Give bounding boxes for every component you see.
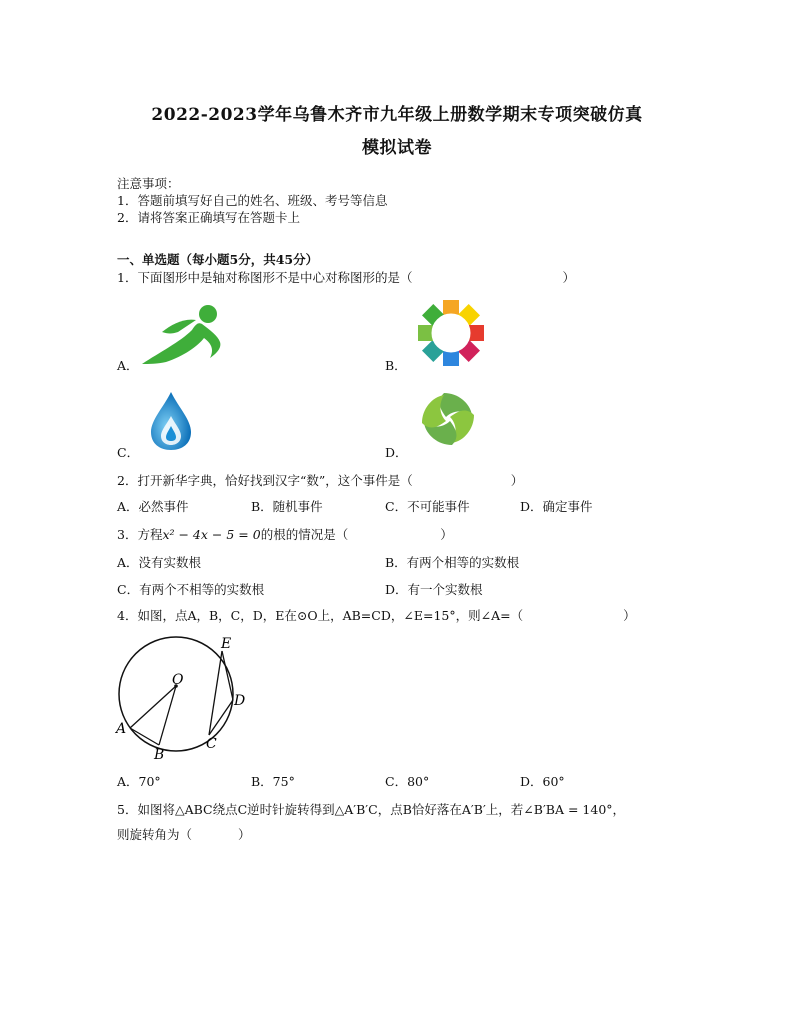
q4-option-a[interactable]: A．70° — [117, 774, 161, 789]
q1-option-c[interactable]: C． — [117, 445, 140, 460]
label-d: D — [234, 693, 246, 709]
q1-option-a[interactable]: A． — [117, 358, 139, 373]
segment-ob — [159, 686, 176, 745]
q2-option-c[interactable]: C．不可能事件 — [385, 499, 470, 514]
exam-title-line2: 模拟试卷 — [362, 138, 432, 158]
segment-oa — [130, 686, 176, 728]
notes-item-2: 2．请将答案正确填写在答题卡上 — [117, 210, 300, 225]
q5-stem-line1: 5．如图将△ABC绕点C逆时针旋转得到△A′B′C，点B恰好落在A′B′上，若∠B′BA = 140°， — [117, 802, 626, 817]
label-c: C — [206, 736, 217, 752]
q2-stem-text: 2．打开新华字典，恰好找到汉字“数”，这个事件是（ — [117, 473, 413, 488]
q3-option-d[interactable]: D．有一个实数根 — [385, 582, 483, 597]
q2-option-a[interactable]: A．必然事件 — [117, 499, 189, 514]
q1-stem — [117, 270, 575, 286]
q2-close-paren: ） — [510, 473, 524, 488]
q3-option-c[interactable]: C．有两个不相等的实数根 — [117, 582, 265, 597]
label-e: E — [221, 636, 232, 652]
exam-title-line1: 2022-2023学年乌鲁木齐市九年级上册数学期末专项突破仿真 — [151, 105, 643, 125]
q3-prefix: 3．方程 — [117, 527, 163, 542]
q1-close-paren: ） — [562, 270, 575, 285]
q3-option-a[interactable]: A．没有实数根 — [117, 555, 202, 570]
q3-equation: x² − 4x − 5 = 0 — [162, 527, 261, 542]
runner-figure — [140, 302, 224, 366]
notes-item-1: 1．答题前填写好自己的姓名、班级、考号等信息 — [117, 193, 388, 208]
label-o: O — [172, 672, 184, 688]
q2-option-b[interactable]: B．随机事件 — [251, 499, 323, 514]
q4-stem — [117, 608, 636, 624]
segment-ab — [130, 728, 159, 745]
leaf-figure — [419, 390, 477, 448]
q4-option-b[interactable]: B．75° — [251, 774, 295, 789]
q3-close-paren: ） — [440, 527, 453, 542]
q1-option-b[interactable]: B． — [385, 358, 407, 373]
q5-stem-line2-text: 则旋转角为（ — [117, 827, 193, 842]
q1-stem-text: 1．下面图形中是轴对称图形不是中心对称图形的是（ — [117, 270, 413, 285]
section-heading: 一、单选题（每小题5分，共45分） — [117, 252, 319, 267]
q2-stem — [117, 473, 523, 489]
q1-option-d[interactable]: D． — [385, 445, 408, 460]
q5-close-paren: ） — [238, 827, 251, 842]
q4-stem-text: 4．如图，点A，B，C，D，E在⊙O上，AB=CD，∠E=15°，则∠A=（ — [117, 608, 524, 623]
circle-figure — [112, 632, 252, 762]
q5-stem-line2 — [117, 827, 251, 843]
label-a: A — [116, 721, 127, 737]
notes-heading: 注意事项： — [117, 176, 180, 191]
q4-option-c[interactable]: C．80° — [385, 774, 430, 789]
q2-option-d[interactable]: D．确定事件 — [520, 499, 593, 514]
segment-ed — [222, 651, 233, 700]
q4-option-d[interactable]: D．60° — [520, 774, 565, 789]
q3-option-b[interactable]: B．有两个相等的实数根 — [385, 555, 520, 570]
q3-stem — [117, 527, 453, 543]
label-b: B — [154, 747, 165, 762]
q4-close-paren: ） — [623, 608, 636, 623]
water-drop-figure — [149, 390, 193, 452]
q3-suffix: 的根的情况是（ — [260, 527, 349, 542]
gear-figure — [416, 298, 486, 368]
segment-ec — [209, 651, 222, 735]
